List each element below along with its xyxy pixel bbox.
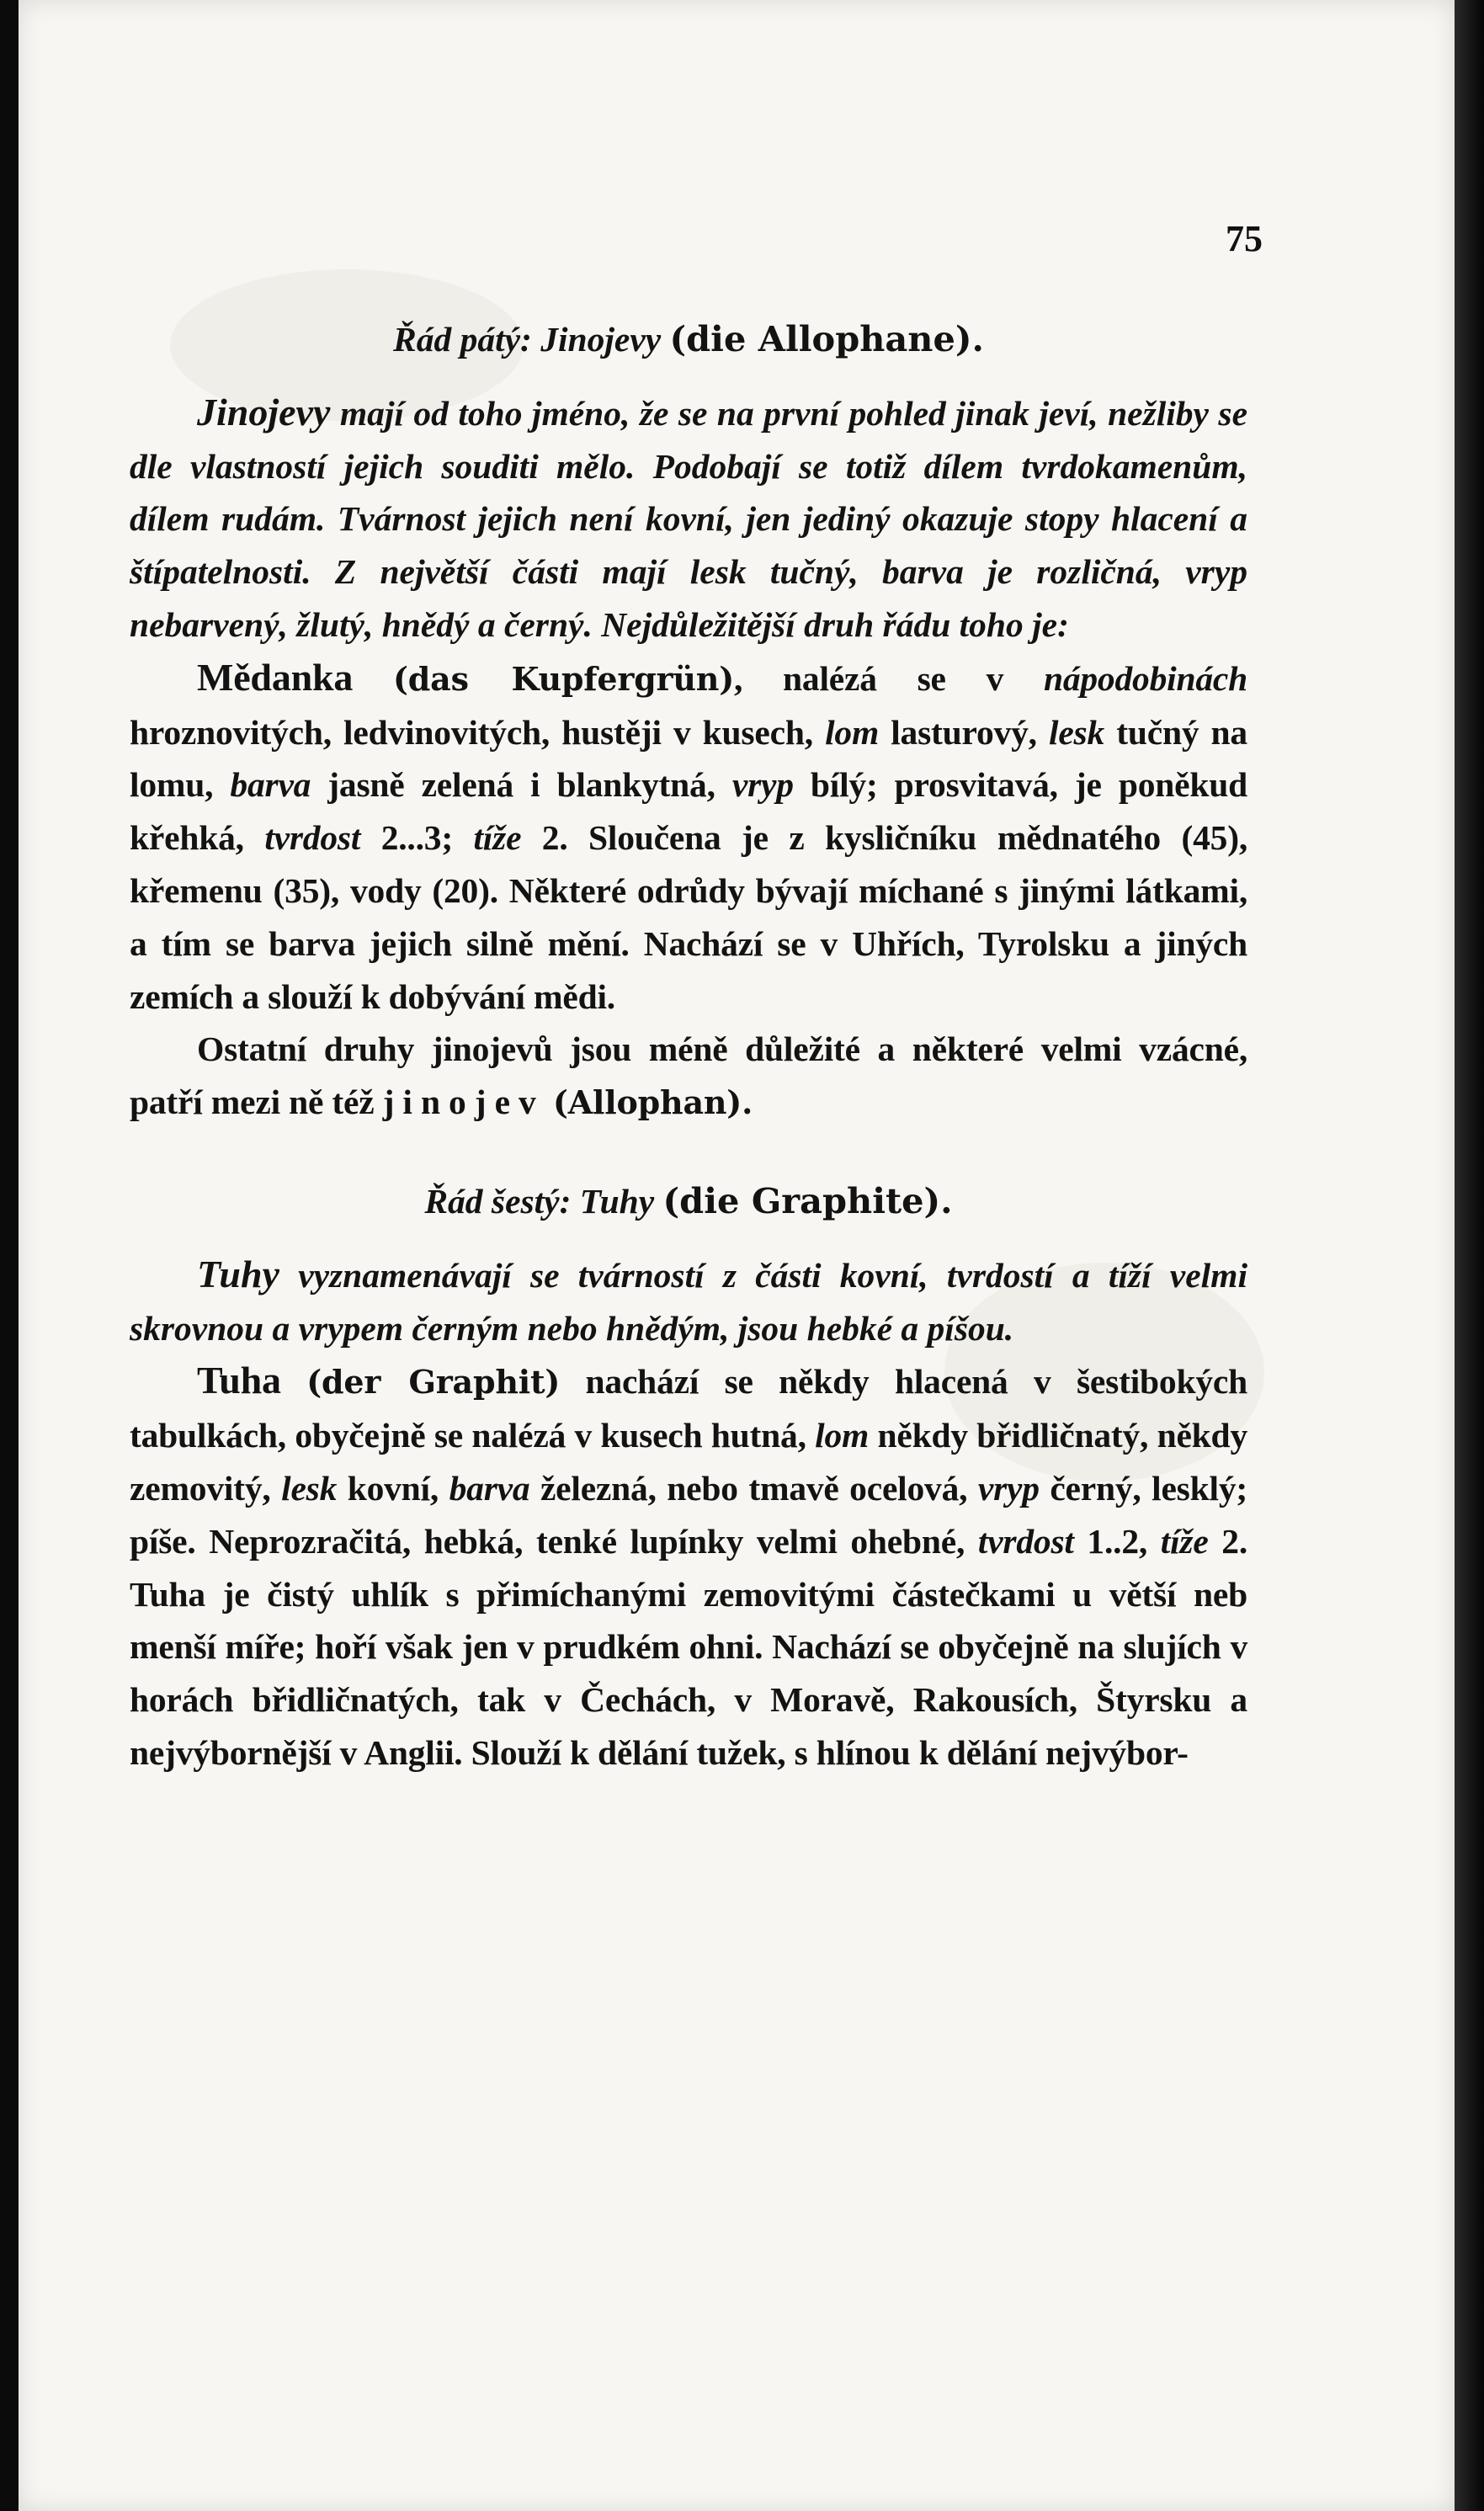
italic-term: barva bbox=[230, 765, 311, 805]
italic-term: lom bbox=[815, 1416, 870, 1455]
italic-term: tíže bbox=[473, 818, 522, 858]
heading-german: (die Allophane). bbox=[669, 318, 984, 359]
text-run: tučný na lomu, bbox=[130, 712, 1247, 805]
italic-term: lom bbox=[825, 712, 880, 752]
italic-term: lesk bbox=[281, 1468, 338, 1508]
text-run: Ostatní druhy jinojevů jsou méně důležité a některé velmi vzácné, patří mezi ně též bbox=[130, 1029, 1247, 1122]
german-term: (Allophan). bbox=[552, 1083, 753, 1122]
text-run: lasturový, bbox=[879, 712, 1049, 752]
term-tuhy: Tuhy bbox=[197, 1252, 279, 1295]
italic-term: tíže bbox=[1160, 1521, 1209, 1561]
term-tuha: Tuha bbox=[197, 1359, 281, 1402]
text-run: , nalézá se v bbox=[734, 658, 1044, 698]
text-run: černý, lesklý; píše. Neprozračitá, hebká, tenké lupínky velmi ohebné, bbox=[130, 1468, 1247, 1561]
german-term: (das Kupfergrün) bbox=[393, 659, 735, 698]
scan-edge bbox=[1455, 0, 1484, 2511]
italic-term: tvrdost bbox=[264, 818, 361, 858]
paragraph-medanka bbox=[130, 652, 1247, 1024]
text-run: 2. Sloučena je z kysličníku mědnatého (45), křemenu (35), vody (20). Některé odrůdy bývají míchané s jinými látkami, a tím se barva jejich silně mění. Nachází se v Uhřích, Tyrolsku a jiných zemích a slouží k dobývání mědi. bbox=[130, 818, 1247, 1016]
paragraph-jinojevy-intro bbox=[130, 386, 1247, 652]
italic-term: lesk bbox=[1049, 712, 1105, 752]
text-run: 2. Tuha je čistý uhlík s přimíchanými zemovitými částečkami u větší neb menší míře; hoří však jen v prudkém ohni. Nachází se obyčejně na slujích v horách břidličnatých, tak v Čechách, v Moravě, Rakousích, Štyrsku a nejvýbornější v Anglii. Slouží k dělání tužek, s hlínou k dělání nejvýbor- bbox=[130, 1521, 1248, 1772]
text-run: 2...3; bbox=[360, 818, 474, 858]
italic-term: nápodobinách bbox=[1043, 658, 1247, 698]
heading-czech: Řád šestý: Tuhy bbox=[424, 1181, 655, 1221]
german-term: (der Graphit) bbox=[306, 1363, 561, 1402]
heading-czech: Řád pátý: Jinojevy bbox=[393, 320, 662, 359]
italic-term: vryp bbox=[731, 765, 794, 805]
text-run: železná, nebo tmavě ocelová, bbox=[529, 1468, 978, 1508]
text-run: 1..2, bbox=[1073, 1521, 1161, 1561]
text-run: někdy břidličnatý, někdy zemovitý, bbox=[130, 1416, 1247, 1508]
italic-term: vryp bbox=[977, 1468, 1040, 1508]
text-run: bílý; prosvitavá, je poněkud křehká, bbox=[130, 765, 1248, 858]
term-medanka: Mědanka bbox=[197, 655, 354, 699]
text-run: jasně zelená i blankytná, bbox=[311, 765, 732, 805]
paragraph-other-jinojevy bbox=[130, 1023, 1247, 1130]
text-run: hroznovitých, ledvinovitých, hustěji v kusech, bbox=[130, 712, 826, 752]
heading-german: (die Graphite). bbox=[662, 1179, 953, 1221]
section-heading-order-5 bbox=[130, 313, 1247, 366]
text-run: nachází se někdy hlacená v šestibokých tabulkách, obyčejně se nalézá v kusech hutná, bbox=[130, 1362, 1247, 1455]
italic-term: barva bbox=[449, 1468, 530, 1508]
book-page bbox=[19, 0, 1455, 2511]
page-text bbox=[130, 313, 1247, 1780]
page-number: 75 bbox=[1226, 218, 1263, 259]
spaced-term: jinojev bbox=[382, 1083, 545, 1122]
paragraph-text: mají od toho jméno, že se na první pohled jinak jeví, nežliby se dle vlastností jejich souditi mělo. Podobají se totiž dílem tvrdokamenům, dílem rudám. Tvárnost jejich není kovní, jen jediný okazuje stopy hlacení a štípatelnosti. Z největší části mají lesk tučný, barva je rozličná, vryp nebarvený, žlutý, hnědý a černý. Nejdůležitější druh řádu toho je: bbox=[130, 393, 1247, 644]
paragraph-text: vyznamenávají se tvárností z části kovní, tvrdostí a tíží velmi skrovnou a vrypem černým nebo hnědým, jsou hebké a píšou. bbox=[130, 1255, 1247, 1348]
text-run: kovní, bbox=[337, 1468, 449, 1508]
italic-term: tvrdost bbox=[977, 1521, 1074, 1561]
paragraph-tuhy-intro bbox=[130, 1248, 1247, 1355]
section-heading-order-6 bbox=[130, 1175, 1247, 1228]
term-jinojevy: Jinojevy bbox=[197, 390, 331, 434]
paragraph-tuha bbox=[130, 1354, 1247, 1779]
